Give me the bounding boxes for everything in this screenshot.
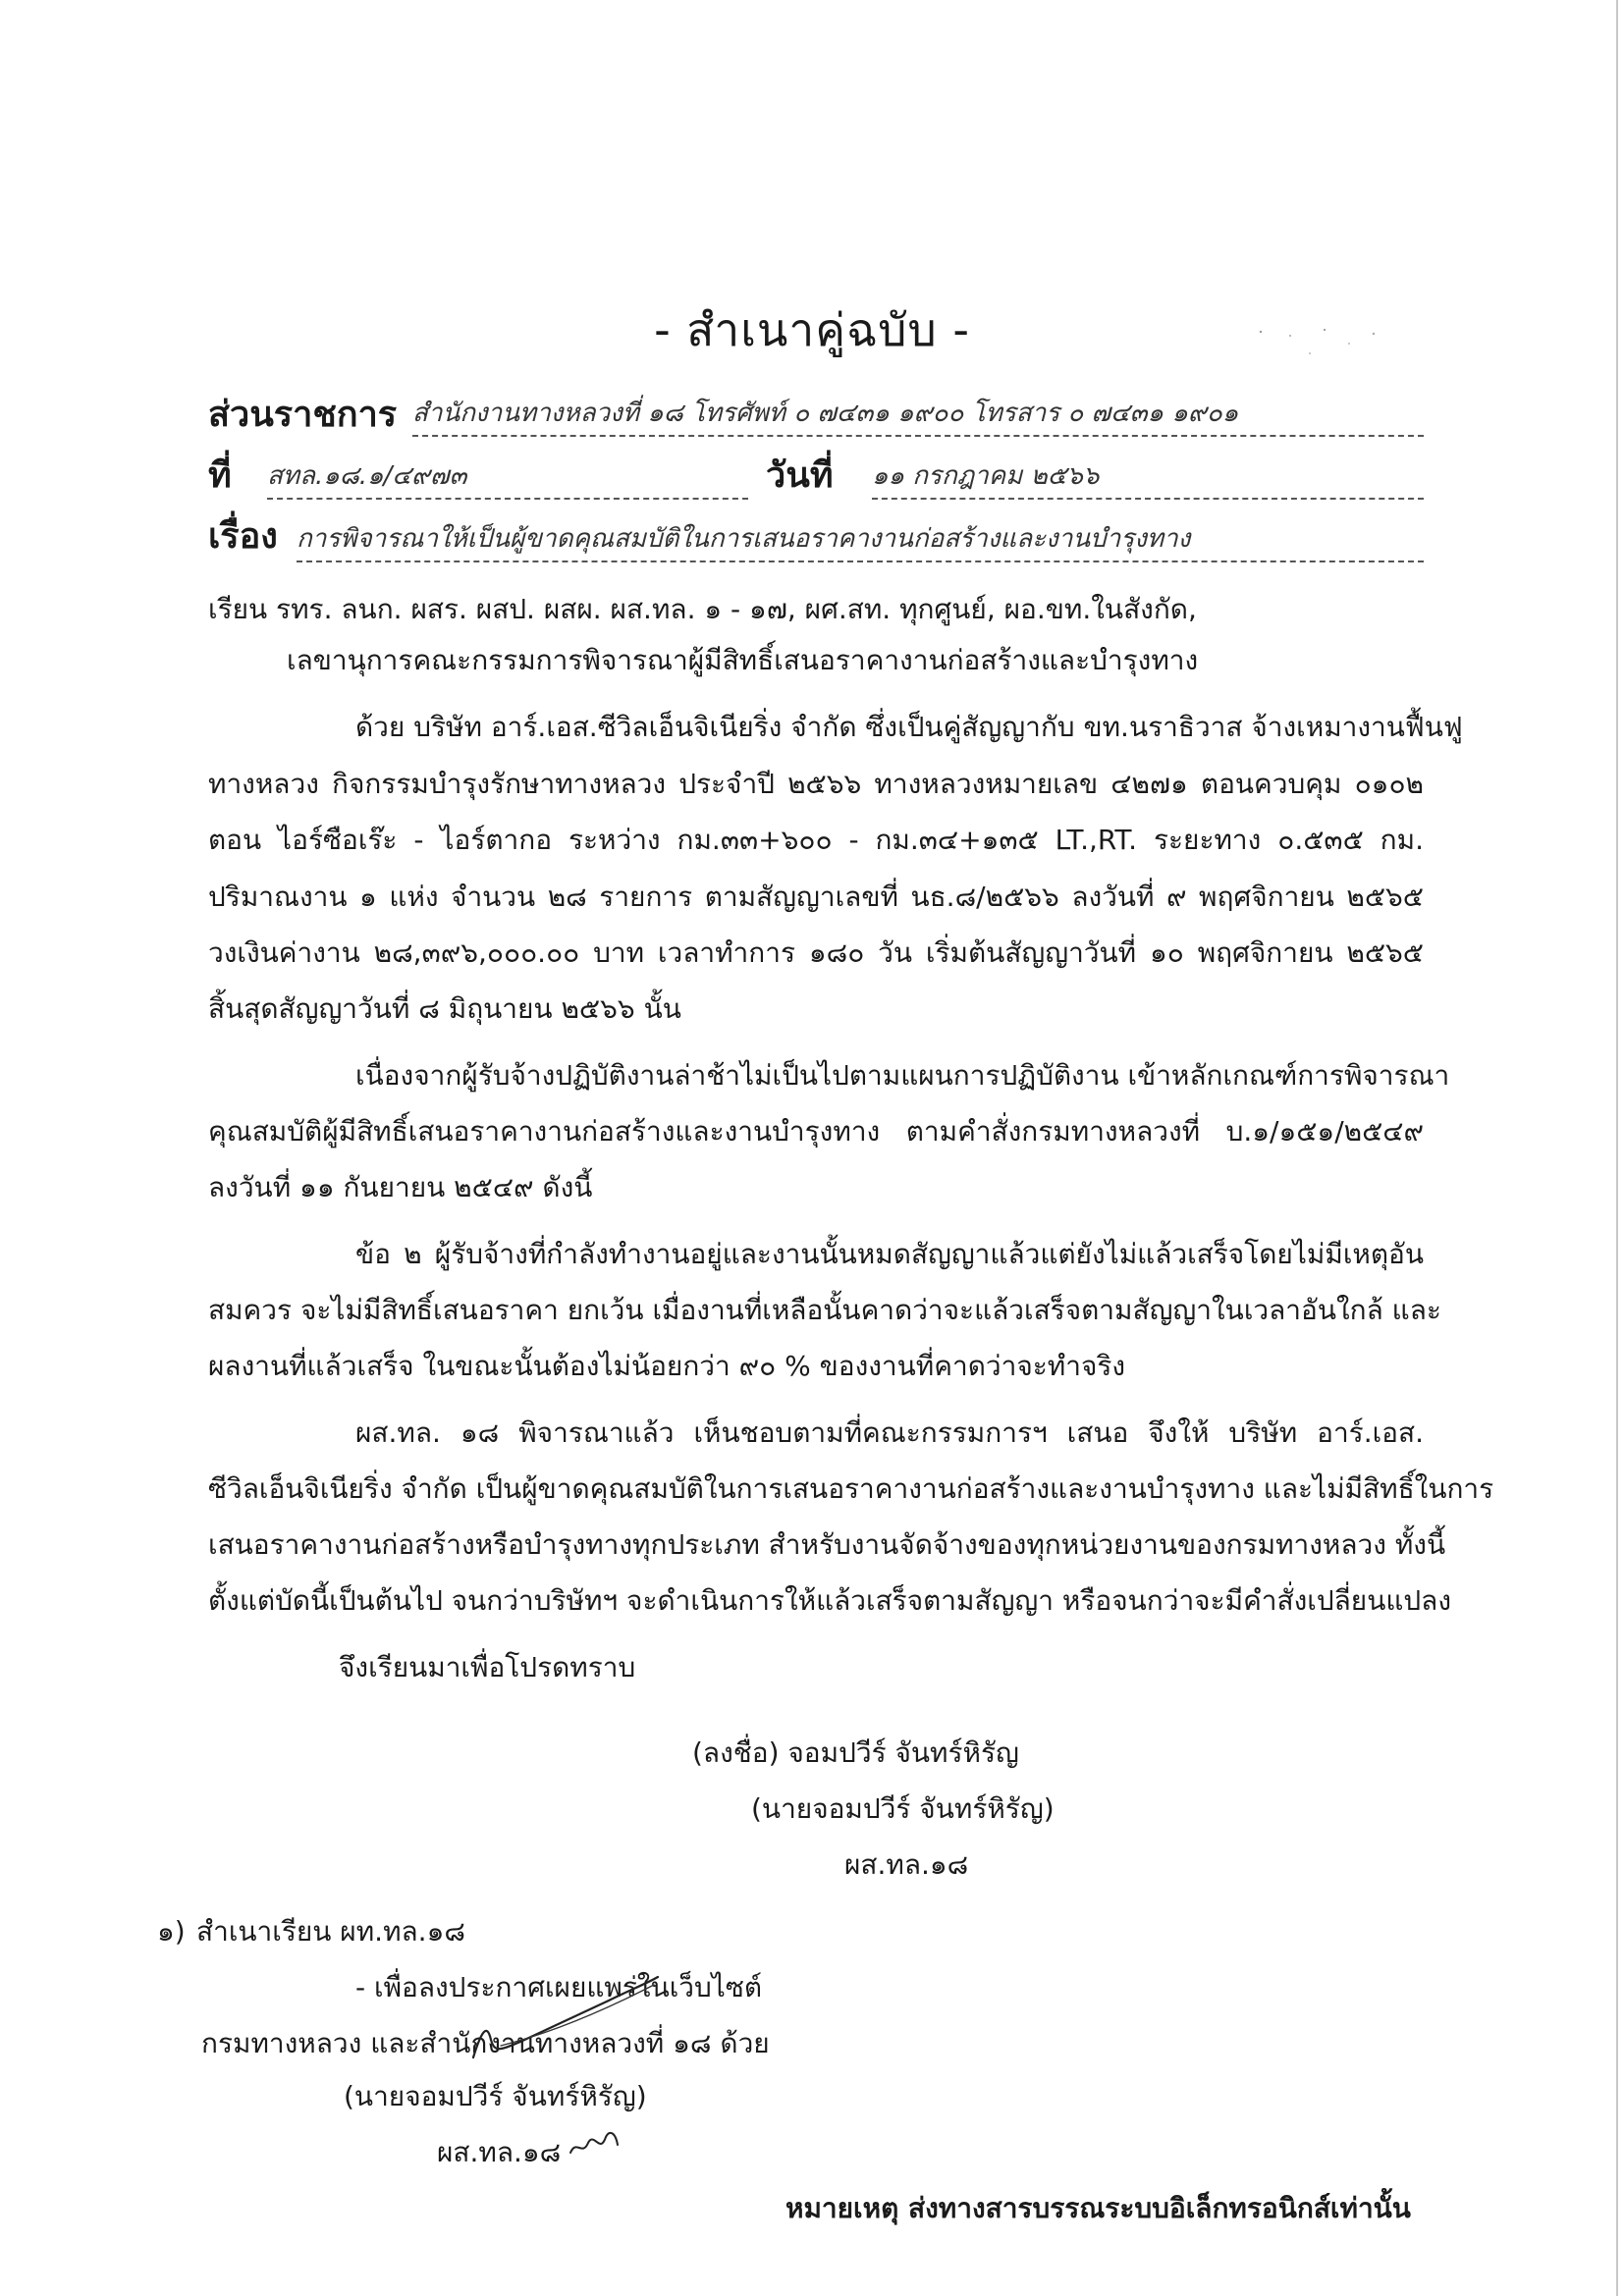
closing-line: จึงเรียนมาเพื่อโปรดทราบ — [339, 1651, 636, 1683]
ref-label: ที่ — [208, 455, 232, 496]
ref-value: สทล.๑๘.๑/๔๙๗๓ — [267, 455, 748, 500]
footer-note: หมายเหตุ ส่งทางสารบรรณระบบอิเล็กทรอนิกส์เท่านั้น — [785, 2192, 1411, 2224]
document-title: - สำเนาคู่ฉบับ - — [654, 303, 970, 356]
paragraph-1-line: สิ้นสุดสัญญาวันที่ ๘ มิถุนายน ๒๕๖๖ นั้น — [208, 992, 681, 1025]
paragraph-1-line: ปริมาณงาน ๑ แห่ง จำนวน ๒๘ รายการ ตามสัญญาเลขที่ นธ.๘/๒๕๖๖ ลงวันที่ ๙ พฤศจิกายน ๒๕๖๕ — [208, 881, 1424, 913]
signature-signed: (ลงชื่อ) จอมปวีร์ จันทร์หิรัญ — [692, 1736, 1019, 1769]
paragraph-4-line: ซีวิลเอ็นจิเนียริ่ง จำกัด เป็นผู้ขาดคุณสมบัติในการเสนอราคางานก่อสร้างและงานบำรุงทาง และไม่มีสิทธิ์ในการ — [208, 1472, 1494, 1505]
paragraph-3-line: ผลงานที่แล้วเสร็จ ในขณะนั้นต้องไม่น้อยกว่า ๙๐ % ของงานที่คาดว่าจะทำจริง — [208, 1350, 1126, 1382]
paragraph-1-line: ด้วย บริษัท อาร์.เอส.ซีวิลเอ็นจิเนียริ่ง จำกัด ซึ่งเป็นคู่สัญญากับ ขท.นราธิวาส จ้างเหมางานฟื้นฟู — [355, 711, 1463, 743]
paragraph-2-line: ลงวันที่ ๑๑ กันยายน ๒๕๔๙ ดังนี้ — [208, 1171, 593, 1203]
paragraph-2-line: เนื่องจากผู้รับจ้างปฏิบัติงานล่าช้าไม่เป็นไปตามแผนการปฏิบัติงาน เข้าหลักเกณฑ์การพิจารณา — [355, 1059, 1450, 1092]
paragraph-3-line: ข้อ ๒ ผู้รับจ้างที่กำลังทำงานอยู่และงานนั้นหมดสัญญาแล้วแต่ยังไม่แล้วเสร็จโดยไม่มีเหตุอัน — [355, 1238, 1424, 1270]
copy-note-mark: ๑) — [157, 1915, 186, 1948]
copy-note-line-1: สำเนาเรียน ผท.ทล.๑๘ — [196, 1915, 465, 1948]
paragraph-4-line: ผส.ทล. ๑๘ พิจารณาแล้ว เห็นชอบตามที่คณะกรรมการฯ เสนอ จึงให้ บริษัท อาร์.เอส. — [355, 1416, 1424, 1449]
certifier-name: (นายจอมปวีร์ จันทร์หิรัญ) — [344, 2080, 647, 2112]
date-label: วันที่ — [766, 455, 834, 496]
copy-note-line-3: กรมทางหลวง และสำนักงานทางหลวงที่ ๑๘ ด้วย — [201, 2027, 770, 2059]
date-value: ๑๑ กรกฎาคม ๒๕๖๖ — [872, 455, 1424, 500]
certifier-position: ผส.ทล.๑๘ — [437, 2136, 562, 2168]
handwritten-signature — [461, 1963, 668, 2071]
agency-label: ส่วนราชการ — [208, 395, 398, 435]
signature-position: ผส.ทล.๑๘ — [844, 1848, 969, 1881]
paragraph-4-line: ตั้งแต่บัดนี้เป็นต้นไป จนกว่าบริษัทฯ จะดำเนินการให้แล้วเสร็จตามสัญญา หรือจนกว่าจะมีคำสั่งเปลี่ยนแปลง — [208, 1584, 1451, 1617]
paragraph-1-line: วงเงินค่างาน ๒๘,๓๙๖,๐๐๐.๐๐ บาท เวลาทำการ ๑๘๐ วัน เริ่มต้นสัญญาวันที่ ๑๐ พฤศจิกายน ๒๕๖๕ — [208, 936, 1424, 969]
salutation-line-2: เลขานุการคณะกรรมการพิจารณาผู้มีสิทธิ์เสนอราคางานก่อสร้างและบำรุงทาง — [287, 644, 1199, 676]
paragraph-1-line: ทางหลวง กิจกรรมบำรุงรักษาทางหลวง ประจำปี ๒๕๖๖ ทางหลวงหมายเลข ๔๒๗๑ ตอนควบคุม ๐๑๐๒ — [208, 768, 1424, 800]
copy-note-line-2: - เพื่อลงประกาศเผยแพร่ในเว็บไซต์ — [355, 1971, 763, 2003]
signature-name: (นายจอมปวีร์ จันทร์หิรัญ) — [751, 1792, 1055, 1825]
paragraph-3-line: สมควร จะไม่มีสิทธิ์เสนอราคา ยกเว้น เมื่องานที่เหลือนั้นคาดว่าจะแล้วเสร็จตามสัญญาในเวลาอันใกล้ และ — [208, 1294, 1441, 1326]
paragraph-2-line: คุณสมบัติผู้มีสิทธิ์เสนอราคางานก่อสร้างและงานบำรุงทาง ตามคำสั่งกรมทางหลวงที่ บ.๑/๑๕๑/๒๕๔๙ — [208, 1115, 1424, 1148]
salutation-line-1: เรียน รทร. ลนก. ผสร. ผสป. ผสผ. ผส.ทล. ๑ - ๑๗, ผศ.สท. ทุกศูนย์, ผอ.ขท.ในสังกัด, — [208, 593, 1197, 625]
paragraph-1-line: ตอน ไอร์ซือเร๊ะ - ไอร์ตากอ ระหว่าง กม.๓๓+๖๐๐ - กม.๓๔+๑๓๕ LT.,RT. ระยะทาง ๐.๕๓๕ กม. — [208, 824, 1424, 856]
agency-value: สำนักงานทางหลวงที่ ๑๘ โทรศัพท์ ๐ ๗๔๓๑ ๑๙๐๐ โทรสาร ๐ ๗๔๓๑ ๑๙๐๑ — [412, 393, 1424, 437]
paragraph-4-line: เสนอราคางานก่อสร้างหรือบำรุงทางทุกประเภท สำหรับงานจัดจ้างของทุกหน่วยงานของกรมทางหลวง ทั้งนี้ — [208, 1528, 1446, 1561]
subject-label: เรื่อง — [208, 516, 278, 557]
handwritten-initial — [565, 2125, 623, 2164]
subject-value: การพิจารณาให้เป็นผู้ขาดคุณสมบัติในการเสนอราคางานก่อสร้างและงานบำรุงทาง — [297, 518, 1424, 562]
